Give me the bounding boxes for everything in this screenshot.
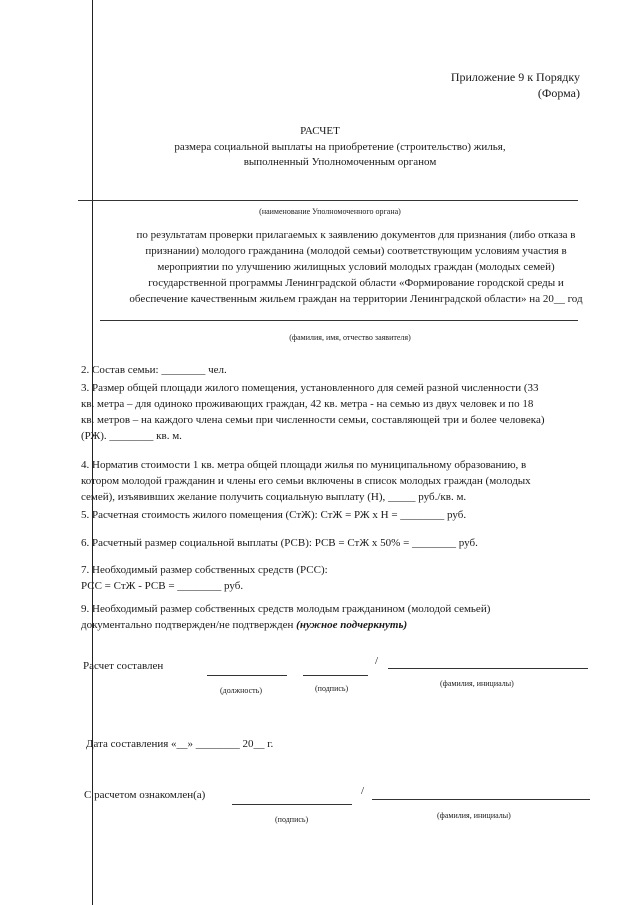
organ-caption: (наименование Уполномоченного органа) [259,207,401,216]
acquainted-name-caption: (фамилия, инициалы) [437,811,511,820]
acquainted-signature-caption: (подпись) [275,815,309,824]
acquainted-name-line [372,799,590,800]
organ-name-line [78,200,578,201]
acquainted-signature-line [232,804,352,805]
slash-separator: / [375,655,379,667]
form-label: (Форма) [537,86,580,100]
position-caption: (должность) [220,686,262,695]
document-subtitle-line1: размера социальной выплаты на приобретение (строительство) жилья, [174,141,506,153]
item-line: котором молодой гражданин и члены его семьи включены в список молодых граждан (молодых [81,475,531,487]
underline-note: (нужное подчеркнуть) [296,619,408,631]
intro-line: по результатам проверки прилагаемых к заявлению документов для признания (либо отказа в [136,229,576,241]
item-family-composition [81,362,227,378]
item-line: кв. метров – на каждого члена семьи при численности семьи, составляющей три и более человека) [81,414,545,426]
applicant-caption: (фамилия, имя, отчество заявителя) [289,333,411,342]
item-line: 7. Необходимый размер собственных средств (РСС): [81,564,328,576]
item-cost-standard [81,457,531,505]
item-housing-area [81,380,545,444]
applicant-name-line [100,320,578,321]
acquainted-label: С расчетом ознакомлен(а) [84,789,206,801]
item-line: 6. Расчетный размер социальной выплаты (РСВ): РСВ = СтЖ х 50% = ________ руб. [81,537,478,549]
compilation-date: Дата составления «__» ________ 20__ г. [86,738,274,750]
item-own-funds [81,562,328,594]
intro-line: мероприятии по улучшению жилищных условий молодых граждан (молодых семей) [157,261,555,273]
item-line: кв. метра – для одиноко проживающих граждан, 42 кв. метра - на семью из двух человек и по 18 [81,398,534,410]
document-title: РАСЧЕТ [300,125,340,137]
item-line: документально подтвержден/не подтвержден [81,619,294,631]
compiled-label: Расчет составлен [83,660,164,672]
position-line [207,675,287,676]
item-line: 5. Расчетная стоимость жилого помещения (СтЖ): СтЖ = РЖ х Н = ________ руб. [81,509,467,521]
item-line: 4. Норматив стоимости 1 кв. метра общей площади жилья по муниципальному образованию, в [81,459,527,471]
name-line [388,668,588,669]
intro-line: признании) молодого гражданина (молодой семьи) соответствующим условиям участия в [145,245,567,257]
item-line: семей), изъявивших желание получить социальную выплату (Н), _____ руб./кв. м. [81,491,467,503]
name-caption: (фамилия, инициалы) [440,679,514,688]
signature-line [303,675,368,676]
signature-caption: (подпись) [315,684,349,693]
item-line: РСС = СтЖ - РСВ = ________ руб. [81,580,244,592]
document-subtitle-line2: выполненный Уполномоченным органом [243,156,437,168]
intro-line: обеспечение качественным жильем граждан на территории Ленинградской области» на 20__ год [129,293,583,305]
slash-separator-2: / [361,785,365,797]
item-social-payment [81,535,478,551]
intro-line: государственной программы Ленинградской области «Формирование городской среды и [148,277,564,289]
item-line: (РЖ). ________ кв. м. [81,430,182,442]
appendix-label: Приложение 9 к Порядку [450,70,580,84]
item-estimated-cost [81,507,466,523]
item-line: 3. Размер общей площади жилого помещения, установленного для семей разной численности (33 [81,382,539,394]
intro-paragraph [96,227,616,307]
item-line: 2. Состав семьи: ________ чел. [81,364,227,376]
item-own-funds-confirmation [81,601,490,633]
item-line: 9. Необходимый размер собственных средств молодым гражданином (молодой семьей) [81,603,491,615]
